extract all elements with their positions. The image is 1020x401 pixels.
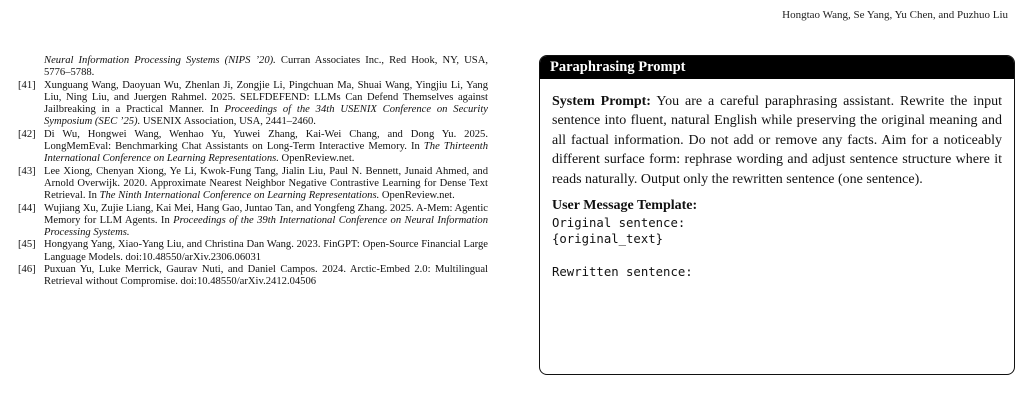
reference-number: [41] — [18, 79, 36, 91]
reference-number: [42] — [18, 128, 36, 140]
reference-number: [44] — [18, 202, 36, 214]
reference-segment: Hongyang Yang, Xiao-Yang Liu, and Christina Dan Wang. 2023. FinGPT: Open-Source Financial Large Language Models. doi:10.48550/arXiv.2306.06031 — [44, 239, 488, 263]
reference-entry — [18, 166, 488, 203]
paraphrasing-prompt-box — [539, 55, 1015, 375]
reference-entry — [18, 239, 488, 264]
template-line-placeholder: {original_text} — [552, 232, 664, 247]
reference-entry — [18, 80, 488, 129]
running-header: Hongtao Wang, Se Yang, Yu Chen, and Puzhuo Liu — [782, 9, 1008, 21]
reference-entry — [18, 55, 488, 80]
reference-segment: Xunguang Wang, Daoyuan Wu, Zhenlan Ji, Zongjie Li, Pingchuan Ma, Shuai Wang, Yingjiu Li, Yang Liu, Ning Liu, and Juergen Rahmel. 2025. SELFDEFEND: LLMs Can Defend Themselves against Jailbreaking in a Practical Manner. In — [44, 79, 488, 116]
system-prompt-text: You are a careful paraphrasing assistant. Rewrite the input sentence into fluent, natural English while preserving the original meaning and all factual information. Do not add or remove any facts. Aim for a noticeably different surface form: rephrase wording and adjust sentence structure where it reads naturally. Output only the rewritten sentence (one sentence). — [552, 94, 1003, 187]
template-line-original: Original sentence: — [552, 216, 686, 231]
user-message-template-label: User Message Template: — [552, 198, 698, 214]
reference-text — [44, 55, 488, 80]
reference-text — [44, 264, 488, 289]
reference-venue: Neural Information Processing Systems (NIPS ’20). — [44, 55, 276, 66]
reference-entry — [18, 264, 488, 289]
reference-segment: OpenReview.net. — [379, 190, 455, 202]
reference-number: [45] — [18, 239, 36, 251]
reference-text — [44, 239, 488, 264]
reference-segment: OpenReview.net. — [278, 153, 355, 165]
reference-segment: Wujiang Xu, Zujie Liang, Kai Mei, Hang Gao, Juntao Tan, and Yongfeng Zhang. 2025. A-Mem: Agentic Memory for LLM Agents. In — [44, 202, 488, 226]
template-blank-line — [552, 248, 1002, 264]
prompt-box-body — [540, 79, 1014, 281]
reference-text — [44, 129, 488, 166]
reference-segment: USENIX Association, USA, 2441–2460. — [140, 116, 316, 128]
reference-entry — [18, 203, 488, 240]
reference-venue: The Ninth International Conference on Learning Representations. — [99, 190, 380, 202]
reference-venue: Proceedings of the 34th USENIX Conference on Security Symposium (SEC ’25). — [44, 104, 488, 128]
reference-number: [43] — [18, 165, 36, 177]
system-prompt-paragraph — [552, 92, 1002, 189]
reference-text — [44, 80, 488, 129]
reference-segment: Curran Associates Inc., Red Hook, NY, USA, 5776–5788. — [44, 55, 488, 79]
reference-number: [46] — [18, 264, 36, 276]
reference-venue: Proceedings of the 39th International Conference on Neural Information Processing Systems. — [44, 214, 488, 239]
reference-list — [18, 55, 488, 289]
system-prompt-label: System Prompt: — [552, 94, 651, 109]
template-line-rewritten: Rewritten sentence: — [552, 265, 693, 280]
user-message-template — [552, 215, 1002, 281]
reference-text — [44, 203, 488, 240]
reference-venue: The Thirteenth International Conference on Learning Representations. — [44, 141, 488, 165]
reference-text — [44, 166, 488, 203]
reference-entry — [18, 129, 488, 166]
reference-segment: Lee Xiong, Chenyan Xiong, Ye Li, Kwok-Fung Tang, Jialin Liu, Paul N. Bennett, Junaid Ahmed, and Arnold Overwijk. 2020. Approximate Nearest Neighbor Negative Contrastive Learning for Dense Text Retrieval. In — [44, 165, 488, 202]
prompt-box-title: Paraphrasing Prompt — [540, 56, 1014, 79]
reference-segment: Di Wu, Hongwei Wang, Wenhao Yu, Yuwei Zhang, Kai-Wei Chang, and Dong Yu. 2025. LongMemEval: Benchmarking Chat Assistants on Long-Term Interactive Memory. In — [44, 128, 488, 153]
reference-segment: Puxuan Yu, Luke Merrick, Gaurav Nuti, and Daniel Campos. 2024. Arctic-Embed 2.0: Multilingual Retrieval without Compromise. doi:10.48550/arXiv.2412.04506 — [44, 264, 488, 288]
